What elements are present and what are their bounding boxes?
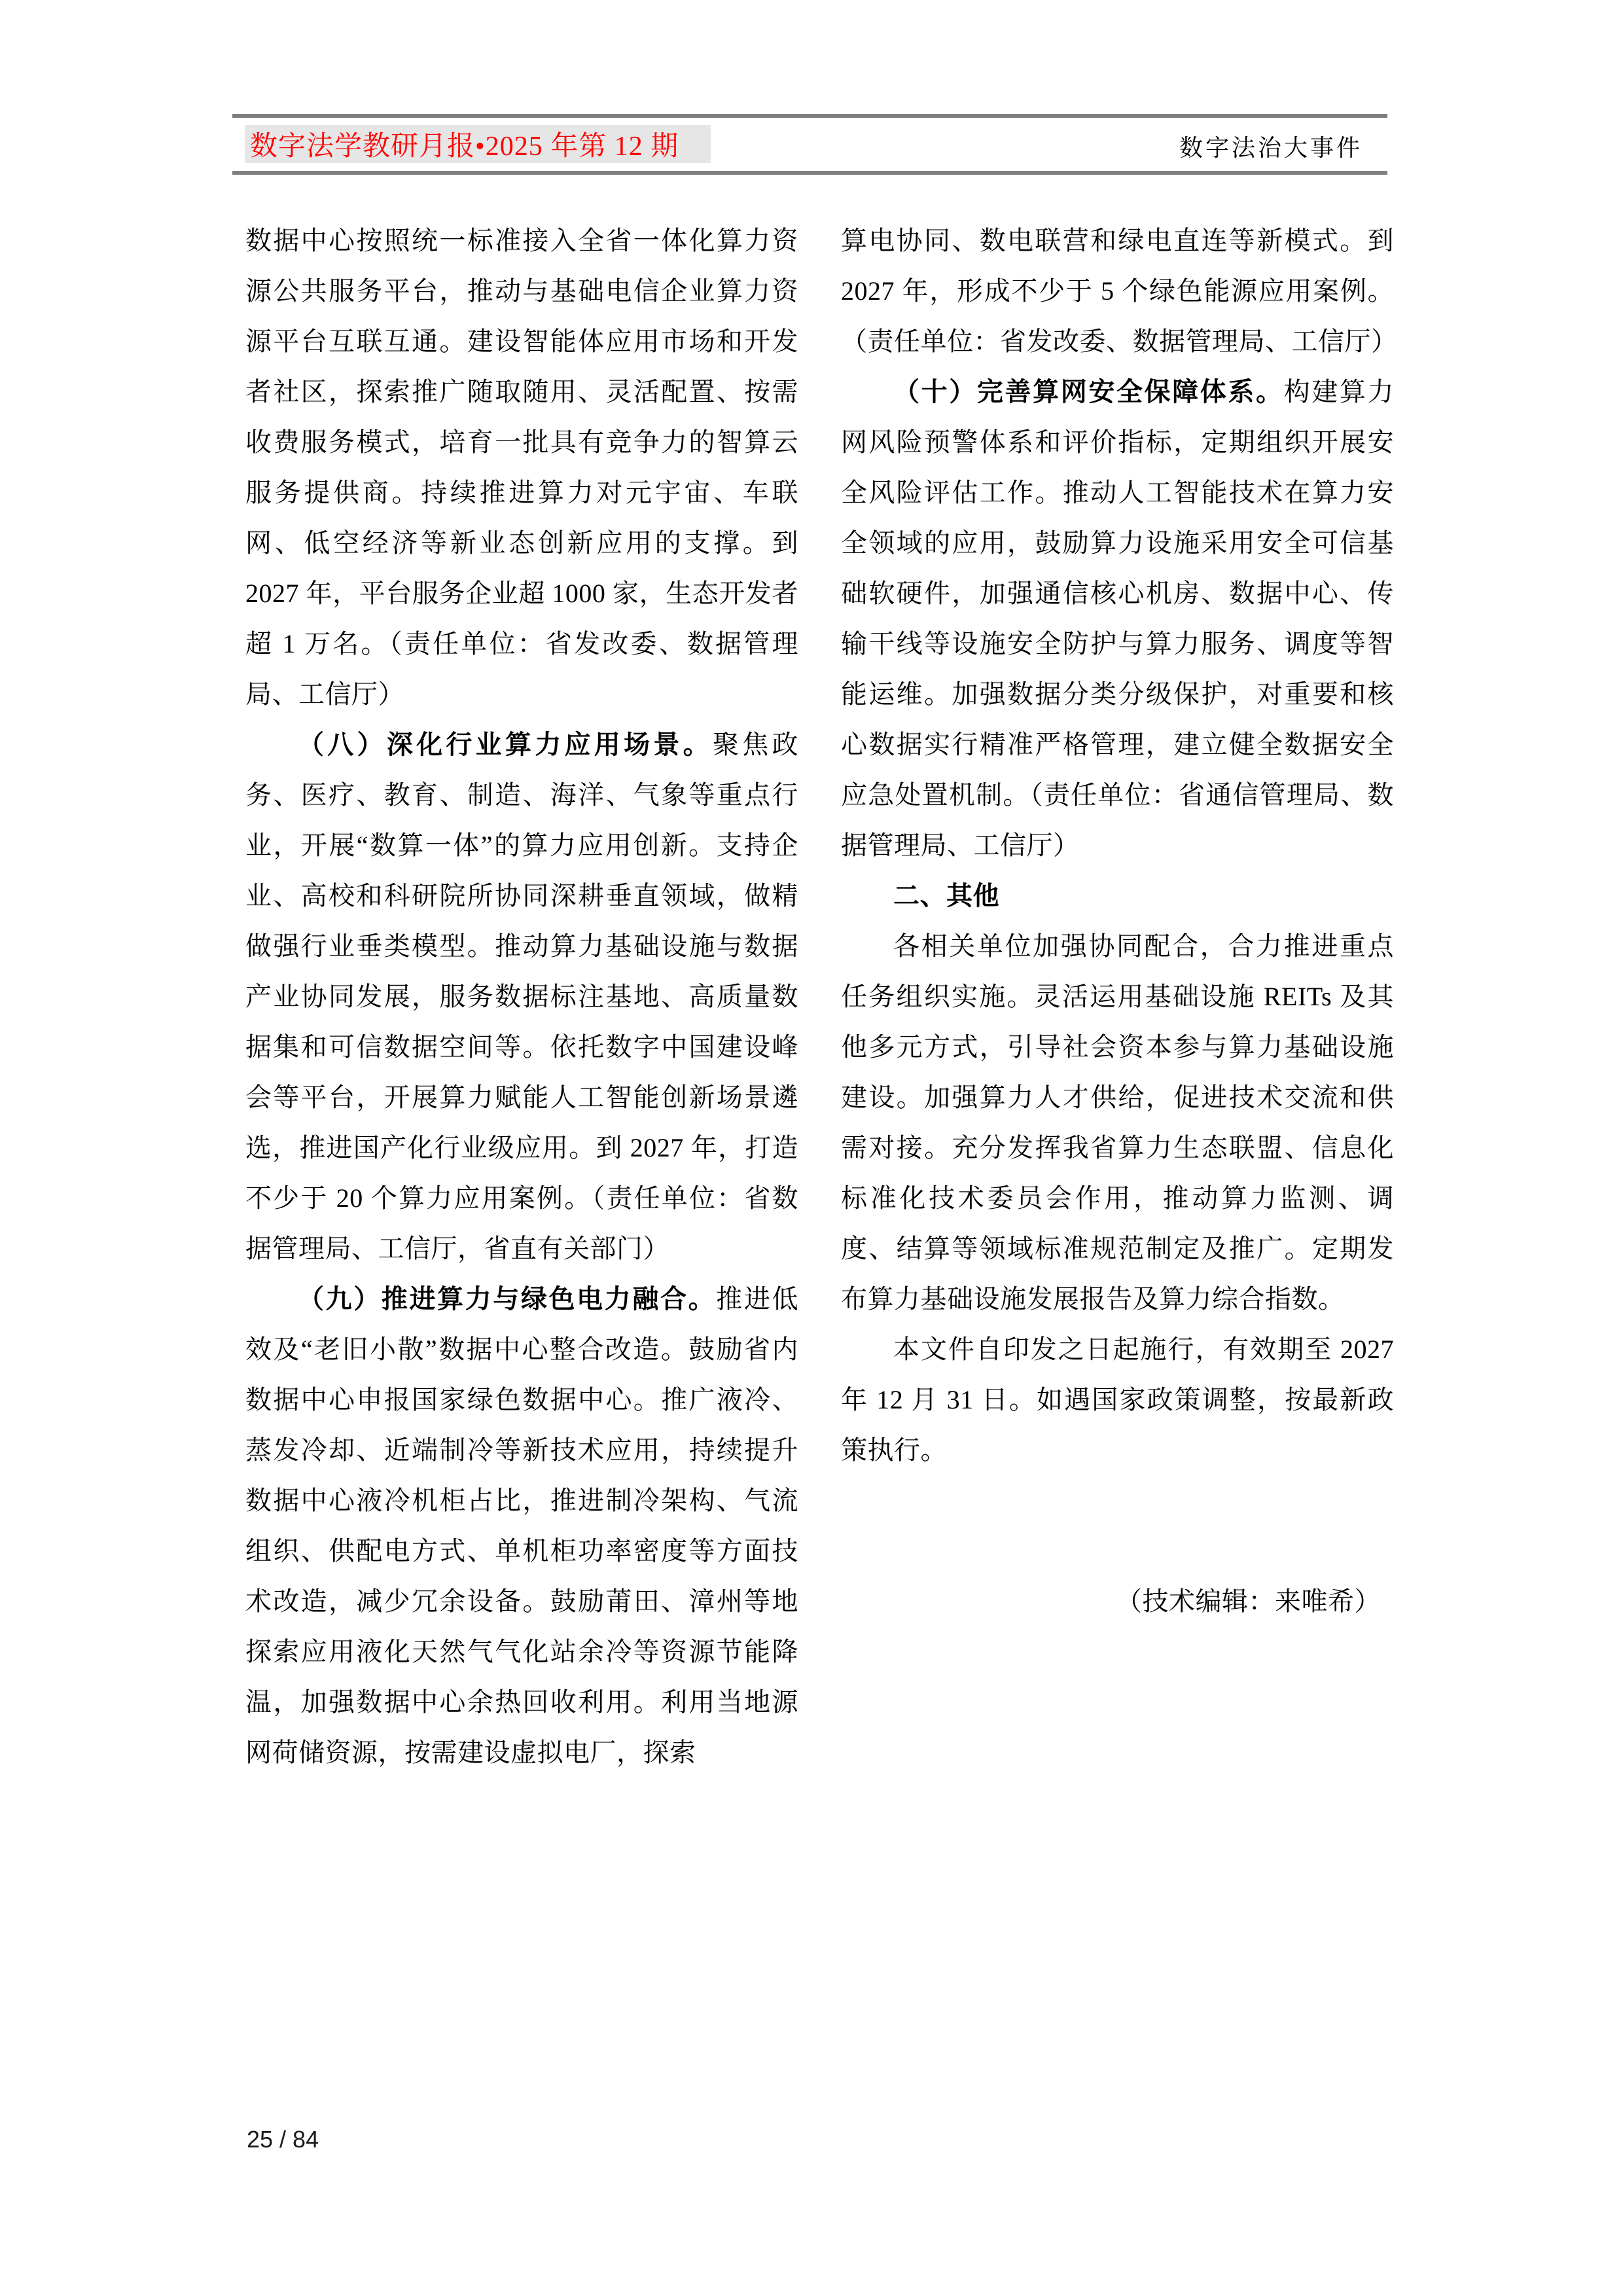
paragraph: 本文件自印发之日起施行，有效期至 2027 年 12 月 31 日。如遇国家政策调整，按最新政策执行。: [841, 1335, 1394, 1465]
paragraph-heading: （九）推进算力与绿色电力融合。: [298, 1284, 717, 1314]
right-column: [841, 215, 1398, 1778]
paragraph: 算电协同、数电联营和绿电直连等新模式。到 2027 年，形成不少于 5 个绿色能源应用案例。（责任单位：省发改委、数据管理局、工信厅）: [841, 226, 1398, 356]
left-column: [245, 215, 798, 1778]
paragraph-heading: （八）深化行业算力应用场景。: [298, 730, 713, 759]
journal-title: 数字法学教研月报•2025 年第 12 期: [250, 132, 679, 162]
paragraph: 各相关单位加强协同配合，合力推进重点任务组织实施。灵活运用基础设施 REITs 及其他多元方式，引导社会资本参与算力基础设施建设。加强算力人才供给，促进技术交流和供需对接。充分发挥我省算力生态联盟、信息化标准化技术委员会作用，推动算力监测、调度、结算等领域标准规范制定及推广。定期发布算力基础设施发展报告及算力综合指数。: [841, 931, 1394, 1314]
paragraph: [841, 870, 1394, 921]
paragraph: （技术编辑：来唯希）: [1116, 1587, 1381, 1616]
section-title: 数字法治大事件: [1179, 135, 1363, 161]
paragraph: （八）深化行业算力应用场景。聚焦政务、医疗、教育、制造、海洋、气象等重点行业，开展“数算一体”的算力应用创新。支持企业、高校和科研院所协同深耕垂直领域，做精做强行业垂类模型。推动算力基础设施与数据产业协同发展，服务数据标注基地、高质量数据集和可信数据空间等。依托数字中国建设峰会等平台，开展算力赋能人工智能创新场景遴选，推进国产化行业级应用。到 2027 年，打造不少于 20 个算力应用案例。（责任单位：省数据管理局、工信厅，省直有关部门）: [245, 730, 798, 1263]
paragraph: （九）推进算力与绿色电力融合。推进低效及“老旧小散”数据中心整合改造。鼓励省内数据中心申报国家绿色数据中心。推广液冷、蒸发冷却、近端制冷等新技术应用，持续提升数据中心液冷机柜占比，推进制冷架构、气流组织、供配电方式、单机柜功率密度等方面技术改造，减少冗余设备。鼓励莆田、漳州等地探索应用液化天然气气化站余冷等资源节能降温，加强数据中心余热回收利用。利用当地源网荷储资源，按需建设虚拟电厂，探索: [245, 1284, 799, 1767]
article-body: [245, 215, 1398, 1778]
page-number: 25 / 84: [247, 2126, 319, 2153]
header-top-rule: [232, 114, 1387, 118]
paragraph-heading: （十）完善算网安全保障体系。: [893, 377, 1284, 406]
header-bottom-rule: [232, 171, 1387, 175]
paragraph: （十）完善算网安全保障体系。构建算力网风险预警体系和评价指标，定期组织开展安全风险评估工作。推动人工智能技术在算力安全领域的应用，鼓励算力设施采用安全可信基础软硬件，加强通信核心机房、数据中心、传输干线等设施安全防护与算力服务、调度等智能运维。加强数据分类分级保护，对重要和核心数据实行精准严格管理，建立健全数据安全应急处置机制。（责任单位：省通信管理局、数据管理局、工信厅）: [841, 377, 1395, 860]
journal-title-box: [245, 125, 711, 163]
paragraph: 数据中心按照统一标准接入全省一体化算力资源公共服务平台，推动与基础电信企业算力资源平台互联互通。建设智能体应用市场和开发者社区，探索推广随取随用、灵活配置、按需收费服务模式，培育一批具有竞争力的智算云服务提供商。持续推进算力对元宇宙、车联网、低空经济等新业态创新应用的支撑。到 2027 年，平台服务企业超 1000 家，生态开发者超 1 万名。（责任单位：省发改委、数据管理局、工信厅）: [245, 226, 798, 709]
paragraph-heading: 二、其他: [893, 881, 999, 910]
